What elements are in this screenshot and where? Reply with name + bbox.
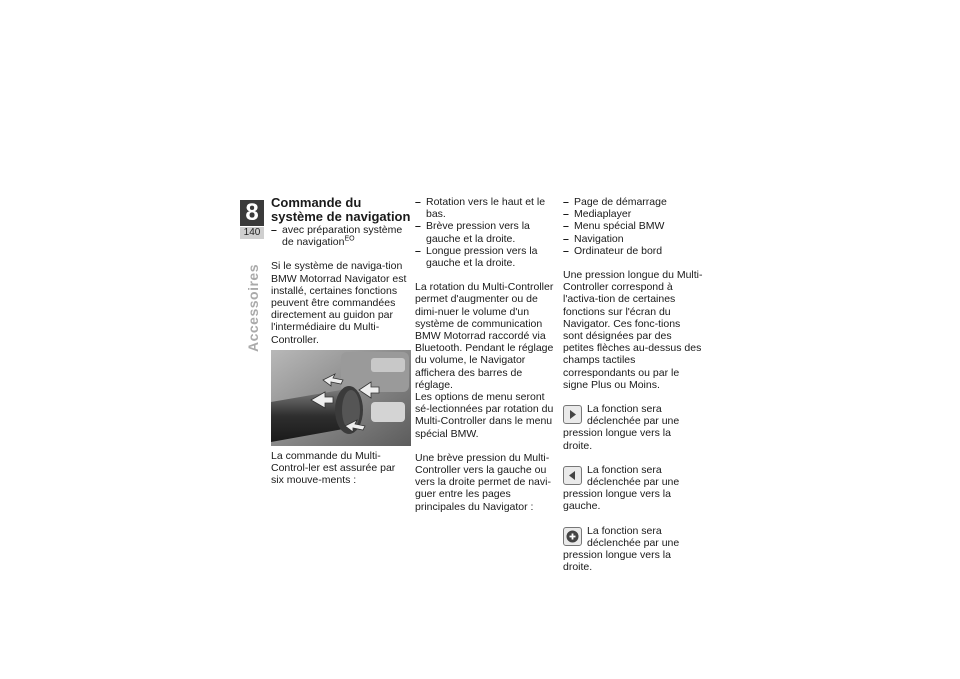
list-item: – Mediaplayer bbox=[563, 208, 703, 220]
figure-caption: La commande du Multi-Control-ler est assurée par six mouve-ments : bbox=[271, 449, 396, 487]
icon-item-right bbox=[563, 403, 703, 452]
column-3 bbox=[563, 196, 703, 573]
list-item: – Menu spécial BMW bbox=[563, 220, 703, 232]
icon-item-left bbox=[563, 464, 703, 513]
section-title: Commande du système de navigation bbox=[271, 195, 411, 224]
multi-controller-photo bbox=[271, 350, 411, 446]
prerequisite-list bbox=[271, 224, 411, 248]
chapter-number: 8 bbox=[240, 200, 264, 226]
list-item: – Rotation vers le haut et le bas. bbox=[415, 196, 555, 220]
list-item: – Brève pression vers la gauche et la droite. bbox=[415, 220, 555, 244]
section-label: Accessoires bbox=[245, 263, 261, 352]
intro-paragraph: Si le système de naviga-tion BMW Motorrad Navigator est installé, certaines fonctions peuvent être commandées directement au guidon par l'intermédiaire du Multi-Controller. bbox=[271, 260, 407, 346]
list-item: – Page de démarrage bbox=[563, 196, 703, 208]
navigation-paragraph: Une brève pression du Multi-Controller vers la gauche ou vers la droite permet de navi-guer entre les pages principales du Navigator : bbox=[415, 451, 551, 513]
prerequisite-text: avec préparation système de navigation bbox=[282, 224, 403, 249]
column-1 bbox=[271, 196, 411, 486]
list-item bbox=[271, 224, 411, 248]
arrow-right-icon bbox=[563, 405, 582, 424]
arrow-left-icon bbox=[563, 466, 582, 485]
volume-paragraph: La rotation du Multi-Controller permet d'augmenter ou de dimi-nuer le volume d'un système de communication BMW Motorrad raccordé via Bluetooth. Pendant le réglage du volume, le Navigator affichera des barres de réglage. bbox=[415, 281, 554, 391]
list-item: – Ordinateur de bord bbox=[563, 245, 703, 257]
menu-paragraph: Les options de menu seront sé-lectionnées par rotation du Multi-Controller dans le menu spécial BMW. bbox=[415, 391, 554, 440]
column-2 bbox=[415, 196, 555, 513]
list-item: – Longue pression vers la gauche et la droite. bbox=[415, 245, 555, 269]
movement-list bbox=[415, 196, 555, 269]
icon-item-text: La fonction sera déclenchée par une pression longue vers la droite. bbox=[563, 403, 680, 452]
page-number: 140 bbox=[240, 227, 264, 239]
list-item: – Navigation bbox=[563, 233, 703, 245]
page-list bbox=[563, 196, 703, 257]
icon-item-text: La fonction sera déclenchée par une pression longue vers la gauche. bbox=[563, 463, 680, 513]
equipment-marker: EO bbox=[344, 235, 355, 243]
icon-item-text: La fonction sera déclenchée par une pression longue vers la droite. bbox=[563, 524, 680, 574]
long-press-paragraph: Une pression longue du Multi-Controller correspond à l'activa-tion de certaines fonctions sur l'écran du Navigator. Ces fonc-tions sont désignées par des petites flèches au-dessus des champs tactiles correspondants ou par le signe Plus ou Moins. bbox=[563, 269, 703, 391]
icon-item-plus bbox=[563, 525, 703, 574]
plus-icon bbox=[563, 527, 582, 546]
